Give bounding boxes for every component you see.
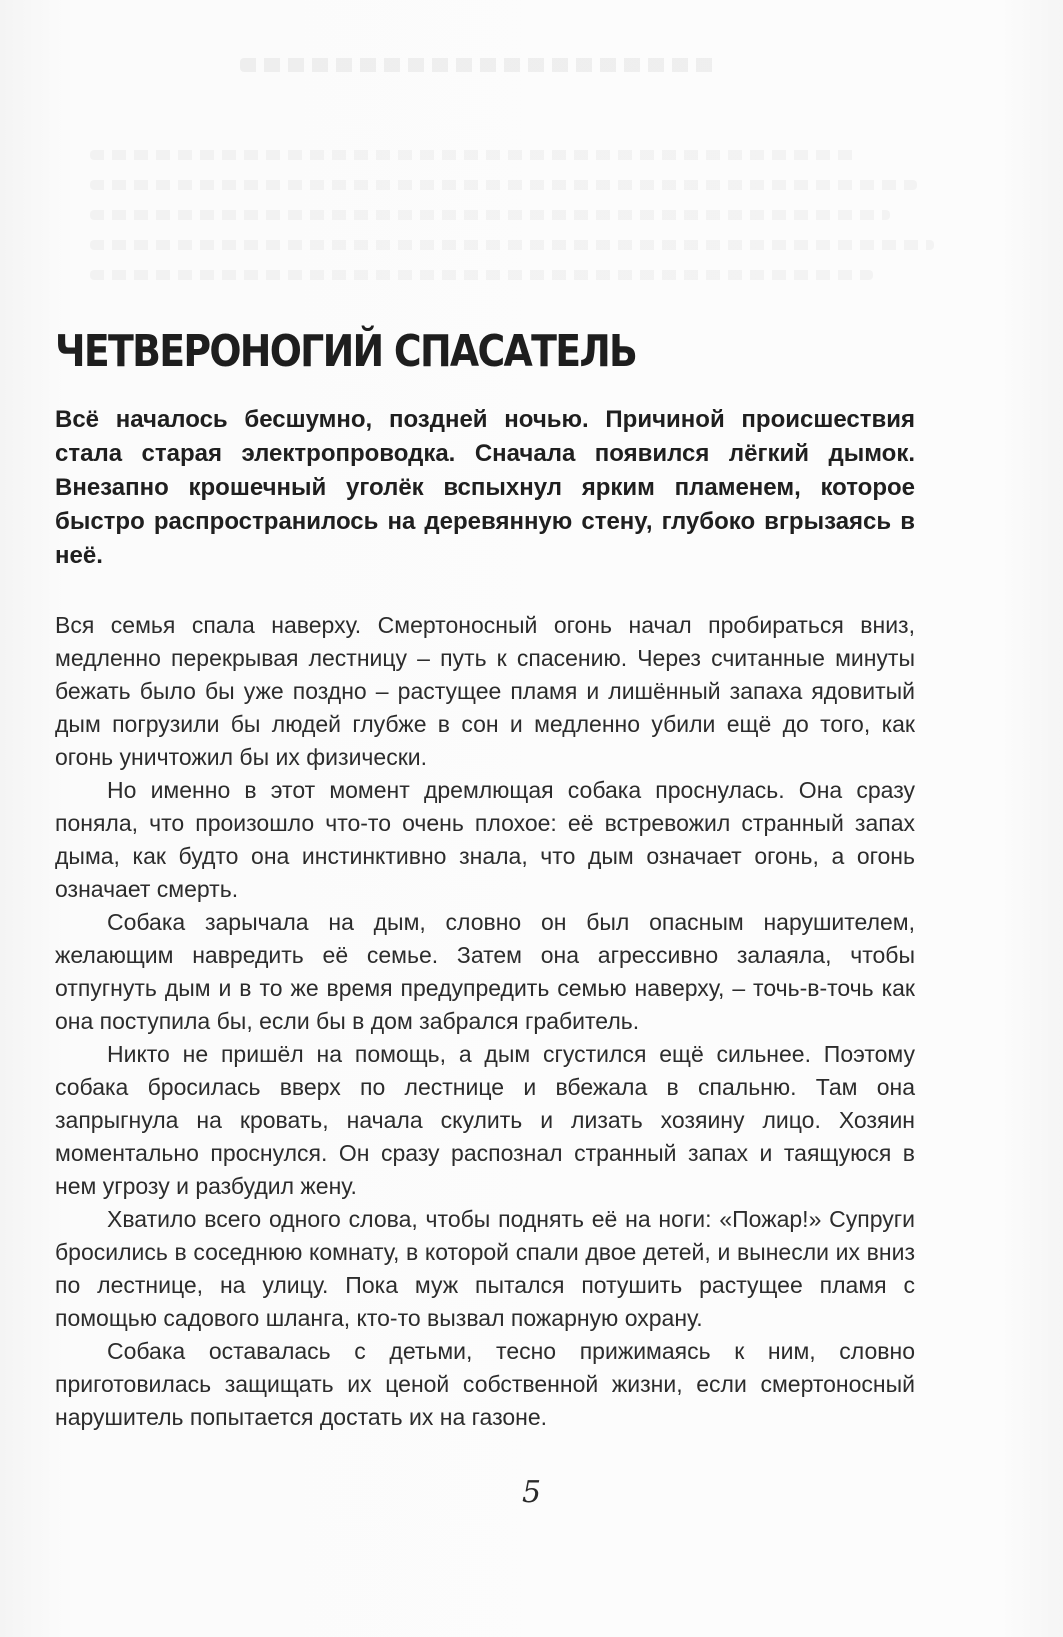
article-title: ЧЕТВЕРОНОГИЙ СПАСАТЕЛЬ: [55, 326, 637, 377]
paragraph-2: Но именно в этот момент дремлющая собака проснулась. Она сразу поняла, что произошло что-то очень плохое: её встревожил странный запах дыма, как будто она инстинктивно знала, что дым означает огонь, а огонь означает смерть.: [55, 777, 915, 902]
paragraph-3: Собака зарычала на дым, словно он был опасным нарушителем, желающим навредить её семье. Затем она агрессивно залаяла, чтобы отпугнуть дым и в то же время предупредить семью наверху, – точь-в-точь как она поступила бы, если бы в дом забрался грабитель.: [55, 909, 915, 1034]
page-number: 5: [521, 1475, 542, 1510]
article: [55, 325, 915, 1434]
paragraph-4: Никто не пришёл на помощь, а дым сгустился ещё сильнее. Поэтому собака бросилась вверх по лестнице и вбежала в спальню. Там она запрыгнула на кровать, начала скулить и лизать хозяину лицо. Хозяин моментально проснулся. Он сразу распознал странный запах и таящуюся в нем угрозу и разбудил жену.: [55, 1041, 915, 1199]
article-lead: Всё началось бесшумно, поздней ночью. Причиной происшествия стала старая электропроводка. Сначала появился лёгкий дымок. Внезапно крошечный уголёк вспыхнул ярким пламенем, которое быстро распространилось на деревянную стену, глубоко вгрызаясь в неё.: [55, 406, 915, 569]
paragraph-6: Собака оставалась с детьми, тесно прижимаясь к ним, словно приготовилась защищать их ценой собственной жизни, если смертоносный нарушитель попытается достать их на газоне.: [55, 1338, 915, 1430]
paragraph-5: Хватило всего одного слова, чтобы поднять её на ноги: «Пожар!» Супруги бросились в соседнюю комнату, в которой спали двое детей, и вынесли их вниз по лестнице, на улицу. Пока муж пытался потушить растущее пламя с помощью садового шланга, кто-то вызвал пожарную охрану.: [55, 1206, 915, 1331]
paragraph-1: Вся семья спала наверху. Смертоносный огонь начал пробираться вниз, медленно перекрывая лестницу – путь к спасению. Через считанные минуты бежать было бы уже поздно – растущее пламя и лишённый запаха ядовитый дым погрузили бы людей глубже в сон и медленно убили ещё до того, как огонь уничтожил бы их физически.: [55, 612, 915, 770]
